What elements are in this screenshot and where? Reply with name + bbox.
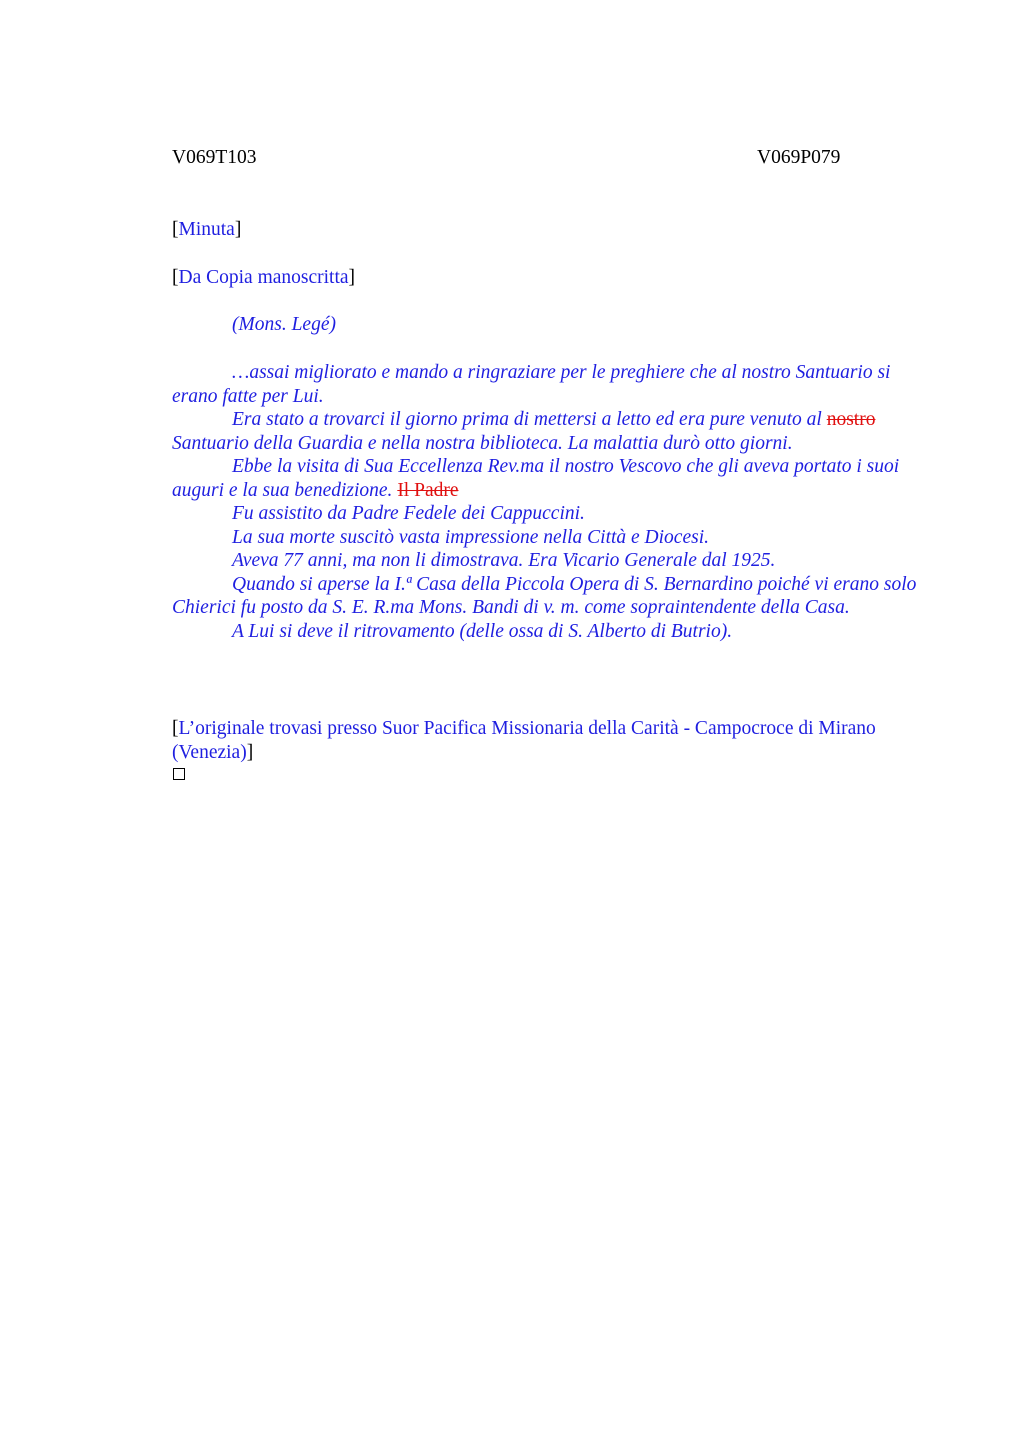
document-code-left: V069T103 (172, 147, 257, 168)
paragraph-text: Santuario della Guardia e nella nostra biblioteca. La malattia durò otto giorni. (172, 432, 793, 454)
paragraph: Quando si aperse la I.ª Casa della Piccola Opera di S. Bernardino poiché vi erano solo Chierici fu posto da S. E. R.ma Mons. Bandi di v. m. come sopraintendente della Casa. (172, 573, 917, 618)
addressee: (Mons. Legé) (232, 314, 336, 335)
paragraph (172, 455, 922, 502)
paragraph: Aveva 77 anni, ma non li dimostrava. Era Vicario Generale dal 1925. (232, 550, 776, 571)
original-location-note: [L’originale trovasi presso Suor Pacifica Missionaria della Carità - Campocroce di Mirano (Venezia)] (172, 718, 876, 763)
letter-body (172, 361, 922, 643)
minuta-label: Minuta (178, 219, 235, 240)
struck-text: nostro (826, 409, 876, 430)
paragraph: Fu assistito da Padre Fedele dei Cappuccini. (232, 503, 585, 524)
paragraph: A Lui si deve il ritrovamento (delle ossa di S. Alberto di Butrio). (232, 620, 733, 642)
copia-label: Da Copia manoscritta (178, 267, 349, 288)
end-box-icon (173, 768, 185, 780)
original-location-text: L’originale trovasi presso Suor Pacifica Missionaria della Carità - Campocroce di Mirano (Venezia) (172, 718, 876, 763)
struck-text: Il Padre (397, 479, 459, 501)
paragraph (172, 408, 922, 455)
paragraph-text: Era stato a trovarci il giorno prima di mettersi a letto ed era pure venuto al (232, 409, 827, 430)
copia-note: [Da Copia manoscritta] (172, 267, 356, 288)
paragraph-text: Ebbe la visita di Sua Eccellenza Rev.ma il nostro Vescovo che gli aveva portato i suoi auguri e la sua benedizione. (172, 456, 900, 501)
header-row (172, 146, 932, 170)
minuta-note: [Minuta] (172, 219, 242, 240)
paragraph: La sua morte suscitò vasta impressione nella Città e Diocesi. (232, 526, 709, 548)
document-code-right: V069P079 (757, 147, 841, 168)
paragraph: …assai migliorato e mando a ringraziare per le preghiere che al nostro Santuario si erano fatte per Lui. (172, 362, 891, 407)
